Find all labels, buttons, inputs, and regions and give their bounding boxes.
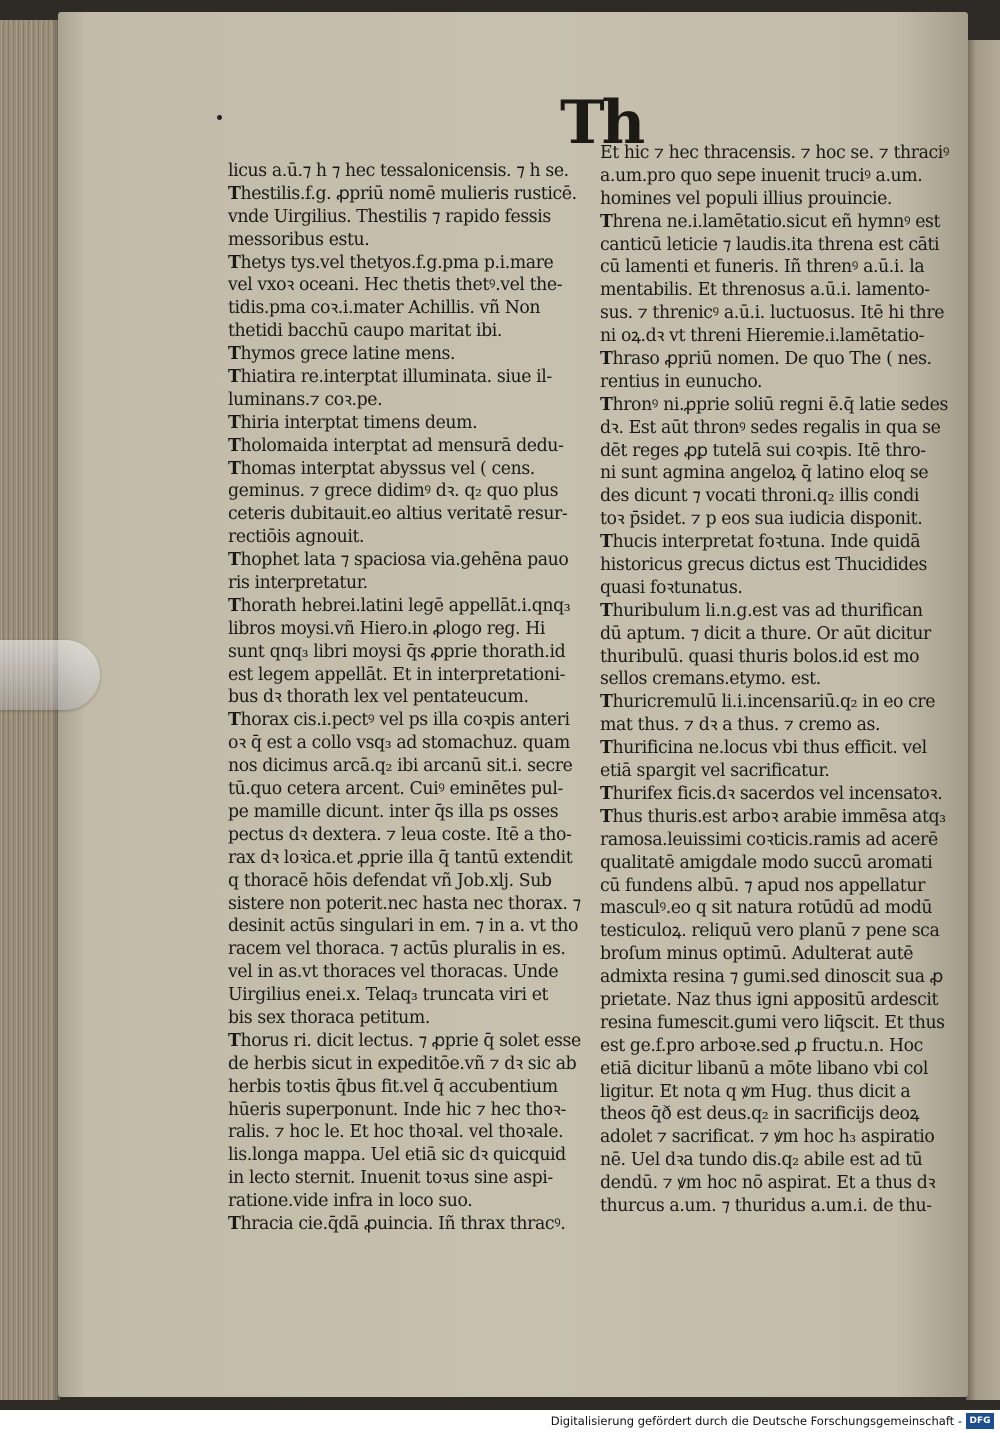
page-heading: Th bbox=[560, 88, 643, 158]
right-column-line: Thuribulum li.n.g.est vas ad thurifican bbox=[600, 600, 923, 621]
right-column-line: Et hic ⁊ hec thracensis. ⁊ hoc se. ⁊ thraciꝰ bbox=[600, 143, 950, 163]
right-column-line: etiā spargit vel sacrificatur. bbox=[600, 761, 830, 782]
left-column-line: vel vxoꝛ oceani. Hec thetis thetꝰ.vel the- bbox=[228, 275, 563, 296]
left-column-line: bis sex thoraca petitum. bbox=[228, 1007, 430, 1028]
right-column-line: a.um.pro quo sepe inuenit truciꝰ a.um. bbox=[600, 165, 923, 186]
right-column-line: resina fumescit.gumi vero liq̄scit. Et thus bbox=[600, 1012, 945, 1033]
right-column-line: Thurificina ne.locus vbi thus efficit. vel bbox=[600, 738, 927, 759]
left-column-line: Uirgilius enei.x. Telaq₃ truncata viri et bbox=[228, 985, 549, 1006]
left-column-line: q thoracē hōis defendat vñ Job.xlj. Sub bbox=[228, 870, 552, 891]
left-column-line: in lecto sternit. Inuenit toꝛus sine aspi- bbox=[228, 1168, 553, 1189]
right-column-line: ligitur. Et nota q ꝟm Hug. thus dicit a bbox=[600, 1081, 911, 1102]
right-column-line: broſum minus optimū. Adulterat autē bbox=[600, 944, 914, 965]
right-column-line: qualitatē amigdale modo succū aromati bbox=[600, 852, 933, 873]
right-column-line: cū fundens albū. ⁊ apud nos appellatur bbox=[600, 875, 925, 896]
left-column-line: Thestilis.f.g. ꝓpriū nomē mulieris rusticē. bbox=[228, 183, 577, 204]
book-fore-edge bbox=[0, 20, 60, 1400]
right-column-line: est ge.f.pro arboꝛe.sed ꝓ fructu.n. Hoc bbox=[600, 1035, 923, 1056]
right-column-line: thuribulū. quasi thuris bolos.id est mo bbox=[600, 646, 920, 667]
right-column-line: nē. Uel dꝛa tundo dis.q₂ abile est ad tū bbox=[600, 1150, 923, 1171]
right-column-line: thurcus a.um. ⁊ thuridus a.um.i. de thu- bbox=[600, 1195, 932, 1216]
right-column-line: mat thus. ⁊ dꝛ a thus. ⁊ cremo as. bbox=[600, 715, 881, 736]
left-column-line: Thiatira re.interptat illuminata. siue il- bbox=[228, 367, 552, 388]
left-column-line: Thiria interptat timens deum. bbox=[228, 412, 478, 433]
left-column-line: Tholomaida interptat ad mensurā dedu- bbox=[228, 435, 564, 456]
right-column-line: des dicunt ⁊ vocati throni.q₂ illis condi bbox=[600, 486, 920, 507]
right-column-line: prietate. Naz thus igni appositū ardescit bbox=[600, 989, 939, 1010]
left-column-line: messoribus estu. bbox=[228, 229, 370, 250]
right-column-line: Thurifex ficis.dꝛ sacerdos vel incensatoꝛ. bbox=[600, 783, 943, 804]
right-column-line: homines vel populi illius prouincie. bbox=[600, 188, 893, 209]
left-column-line: tū.quo cetera arcent. Cuiꝰ eminētes pul- bbox=[228, 779, 563, 800]
left-column-line: Thomas interptat abyssus vel ( cens. bbox=[228, 458, 535, 479]
left-column-line: herbis toꝛtis q̄bus fit.vel q̄ accubentium bbox=[228, 1076, 558, 1097]
left-column-line: luminans.⁊ coꝛ.pe. bbox=[228, 389, 383, 410]
left-column-line: bus dꝛ thorath lex vel pentateucum. bbox=[228, 687, 529, 708]
left-column-line: Thophet lata ⁊ spaciosa via.gehēna pauo bbox=[228, 550, 569, 571]
right-column-line: sellos cremans.etymo. est. bbox=[600, 669, 821, 690]
right-column-line: theos q̄ð est deus.q₂ in sacrificijs deoꝝ bbox=[600, 1104, 920, 1125]
left-column-line: de herbis sicut in expeditōe.vñ ⁊ dꝛ sic ab bbox=[228, 1053, 577, 1074]
left-column-line: Thetys tys.vel thetyos.f.g.pma p.i.mare bbox=[228, 252, 554, 273]
right-column-line: historicus grecus dictus est Thucidides bbox=[600, 555, 927, 576]
left-column-line: lis.longa mappa. Uel etiā sic dꝛ quicquid bbox=[228, 1145, 566, 1166]
left-column-line: Thracia cie.q̄dā ꝓuincia. Iñ thrax thracꝰ. bbox=[228, 1213, 566, 1234]
right-column-line: Thus thuris.est arboꝛ arabie immēsa atq₃ bbox=[600, 806, 946, 827]
right-column-line: ni oꝝ.dꝛ vt threni Hieremie.i.lamētatio- bbox=[600, 326, 925, 347]
left-column-line: Thorax cis.i.pectꝰ vel ps illa coꝛpis anteri bbox=[228, 710, 570, 731]
left-column-line: vnde Uirgilius. Thestilis ⁊ rapido fessis bbox=[228, 206, 551, 227]
left-column-line: rax dꝛ loꝛica.et ꝓprie illa q̄ tantū extendit bbox=[228, 847, 573, 868]
right-column-line: ramosa.leuissimi coꝛticis.ramis ad acerē bbox=[600, 829, 938, 850]
left-column-line: ralis. ⁊ hoc le. Et hoc thoꝛal. vel thoꝛale. bbox=[228, 1122, 564, 1143]
left-column-line: thetidi bacchū caupo maritat ibi. bbox=[228, 321, 502, 342]
right-column-line: quasi foꝛtunatus. bbox=[600, 577, 743, 598]
left-column bbox=[228, 160, 598, 1236]
left-column-line: ris interpretatur. bbox=[228, 573, 368, 594]
left-column-line: hūeris superponunt. Inde hic ⁊ hec thoꝛ- bbox=[228, 1099, 566, 1120]
right-column-line: toꝛ p̄sidet. ⁊ p eos sua iudicia disponit. bbox=[600, 509, 923, 530]
left-column-line: sunt qnq₃ libri moysi q̄s ꝓprie thorath.id bbox=[228, 641, 566, 662]
left-column-line: vel in as.vt thoraces vel thoracas. Unde bbox=[228, 962, 559, 983]
left-column-line: pectus dꝛ dextera. ⁊ leua coste. Itē a tho- bbox=[228, 824, 572, 845]
left-column-line: racem vel thoraca. ⁊ actūs pluralis in es. bbox=[228, 939, 566, 960]
left-column-line: ratione.vide infra in loco suo. bbox=[228, 1191, 473, 1212]
left-column-line: libros moysi.vñ Hiero.in ꝓlogo reg. Hi bbox=[228, 618, 546, 639]
right-column-line: dū aptum. ⁊ dicit a thure. Or aūt dicitur bbox=[600, 623, 931, 644]
right-column-line: cū lamenti et funeris. Iñ threnꝰ a.ū.i. la bbox=[600, 257, 925, 278]
left-column-line: rectiōis agnouit. bbox=[228, 527, 365, 548]
right-column-line: masculꝰ.eo q sit natura rotūdū ad modū bbox=[600, 898, 933, 919]
left-column-line: est legem appellāt. Et in interpretationi- bbox=[228, 664, 566, 685]
right-column-line: dendū. ⁊ ꝟm hoc nō aspirat. Et a thus dꝛ bbox=[600, 1173, 936, 1194]
right-column-line: rentius in eunucho. bbox=[600, 371, 763, 392]
left-column-line: geminus. ⁊ grece didimꝰ dꝛ. q₂ quo plus bbox=[228, 481, 559, 502]
right-column-line: canticū leticie ⁊ laudis.ita threna est cāti bbox=[600, 234, 940, 255]
right-column-line: Threna ne.i.lamētatio.sicut eñ hymnꝰ est bbox=[600, 211, 941, 232]
left-column-line: pe mamille dicunt. inter q̄s illa ps osses bbox=[228, 801, 559, 822]
right-column-line: etiā dicitur libanū a mōte libano vbi col bbox=[600, 1058, 929, 1079]
ink-mark bbox=[217, 115, 222, 120]
right-column-line: Thronꝰ ni.ꝓprie soliū regni ē.q̄ latie sedes bbox=[600, 394, 948, 415]
right-column-line: adolet ⁊ sacrificat. ⁊ ꝟm hoc h₃ aspiratio bbox=[600, 1127, 935, 1148]
left-column-line: sistere non poterit.nec hasta nec thorax. ⁊ bbox=[228, 893, 581, 914]
footer-bar bbox=[0, 1410, 1000, 1433]
left-column-line: nos dicimus arcā.q₂ ibi arcanū sit.i. secre bbox=[228, 756, 573, 777]
left-column-line: licus a.ū.⁊ h ⁊ hec tessalonicensis. ⁊ h se. bbox=[228, 161, 569, 181]
funding-notice: Digitalisierung gefördert durch die Deutsche Forschungsgemeinschaft - bbox=[550, 1414, 962, 1428]
right-column bbox=[600, 142, 960, 1218]
left-column-line: Thymos grece latine mens. bbox=[228, 344, 456, 365]
right-column-line: dēt reges ꝓꝑ tutelā sui coꝛpis. Itē thro- bbox=[600, 440, 926, 461]
right-column-line: ni sunt agmina angeloꝝ q̄ latino eloq se bbox=[600, 463, 929, 484]
left-column-line: oꝛ q̄ est a collo vsq₃ ad stomachuz. quam bbox=[228, 733, 570, 754]
dfg-logo: DFG bbox=[966, 1413, 994, 1429]
right-column-line: testiculoꝝ. reliquū vero planū ⁊ pene sca bbox=[600, 921, 940, 942]
left-column-line: Thorus ri. dicit lectus. ⁊ ꝓprie q̄ solet esse bbox=[228, 1030, 581, 1051]
right-column-line: sus. ⁊ threnicꝰ a.ū.i. luctuosus. Itē hi thre bbox=[600, 303, 945, 324]
left-column-line: Thorath hebrei.latini legē appellāt.i.qnq₃ bbox=[228, 595, 571, 616]
right-column-line: dꝛ. Est aūt thronꝰ sedes regalis in qua se bbox=[600, 417, 941, 438]
left-column-line: desinit actūs singulari in em. ⁊ in a. vt tho bbox=[228, 916, 578, 937]
right-column-line: Thuricremulū li.i.incensariū.q₂ in eo cre bbox=[600, 692, 936, 713]
right-column-line: Thucis interpretat foꝛtuna. Inde quidā bbox=[600, 532, 921, 553]
page-clip bbox=[0, 640, 100, 710]
adjacent-page-edge bbox=[966, 40, 1000, 1400]
left-column-line: ceteris dubitauit.eo altius veritatē resur- bbox=[228, 504, 568, 525]
right-column-line: Thraso ꝓpriū nomen. De quo The ( nes. bbox=[600, 349, 932, 370]
right-column-line: mentabilis. Et threnosus a.ū.i. lamento- bbox=[600, 280, 930, 301]
left-column-line: tidis.pma coꝛ.i.mater Achillis. vñ Non bbox=[228, 298, 541, 319]
right-column-line: admixta resina ⁊ gumi.sed dinoscit sua ꝓ bbox=[600, 967, 943, 988]
